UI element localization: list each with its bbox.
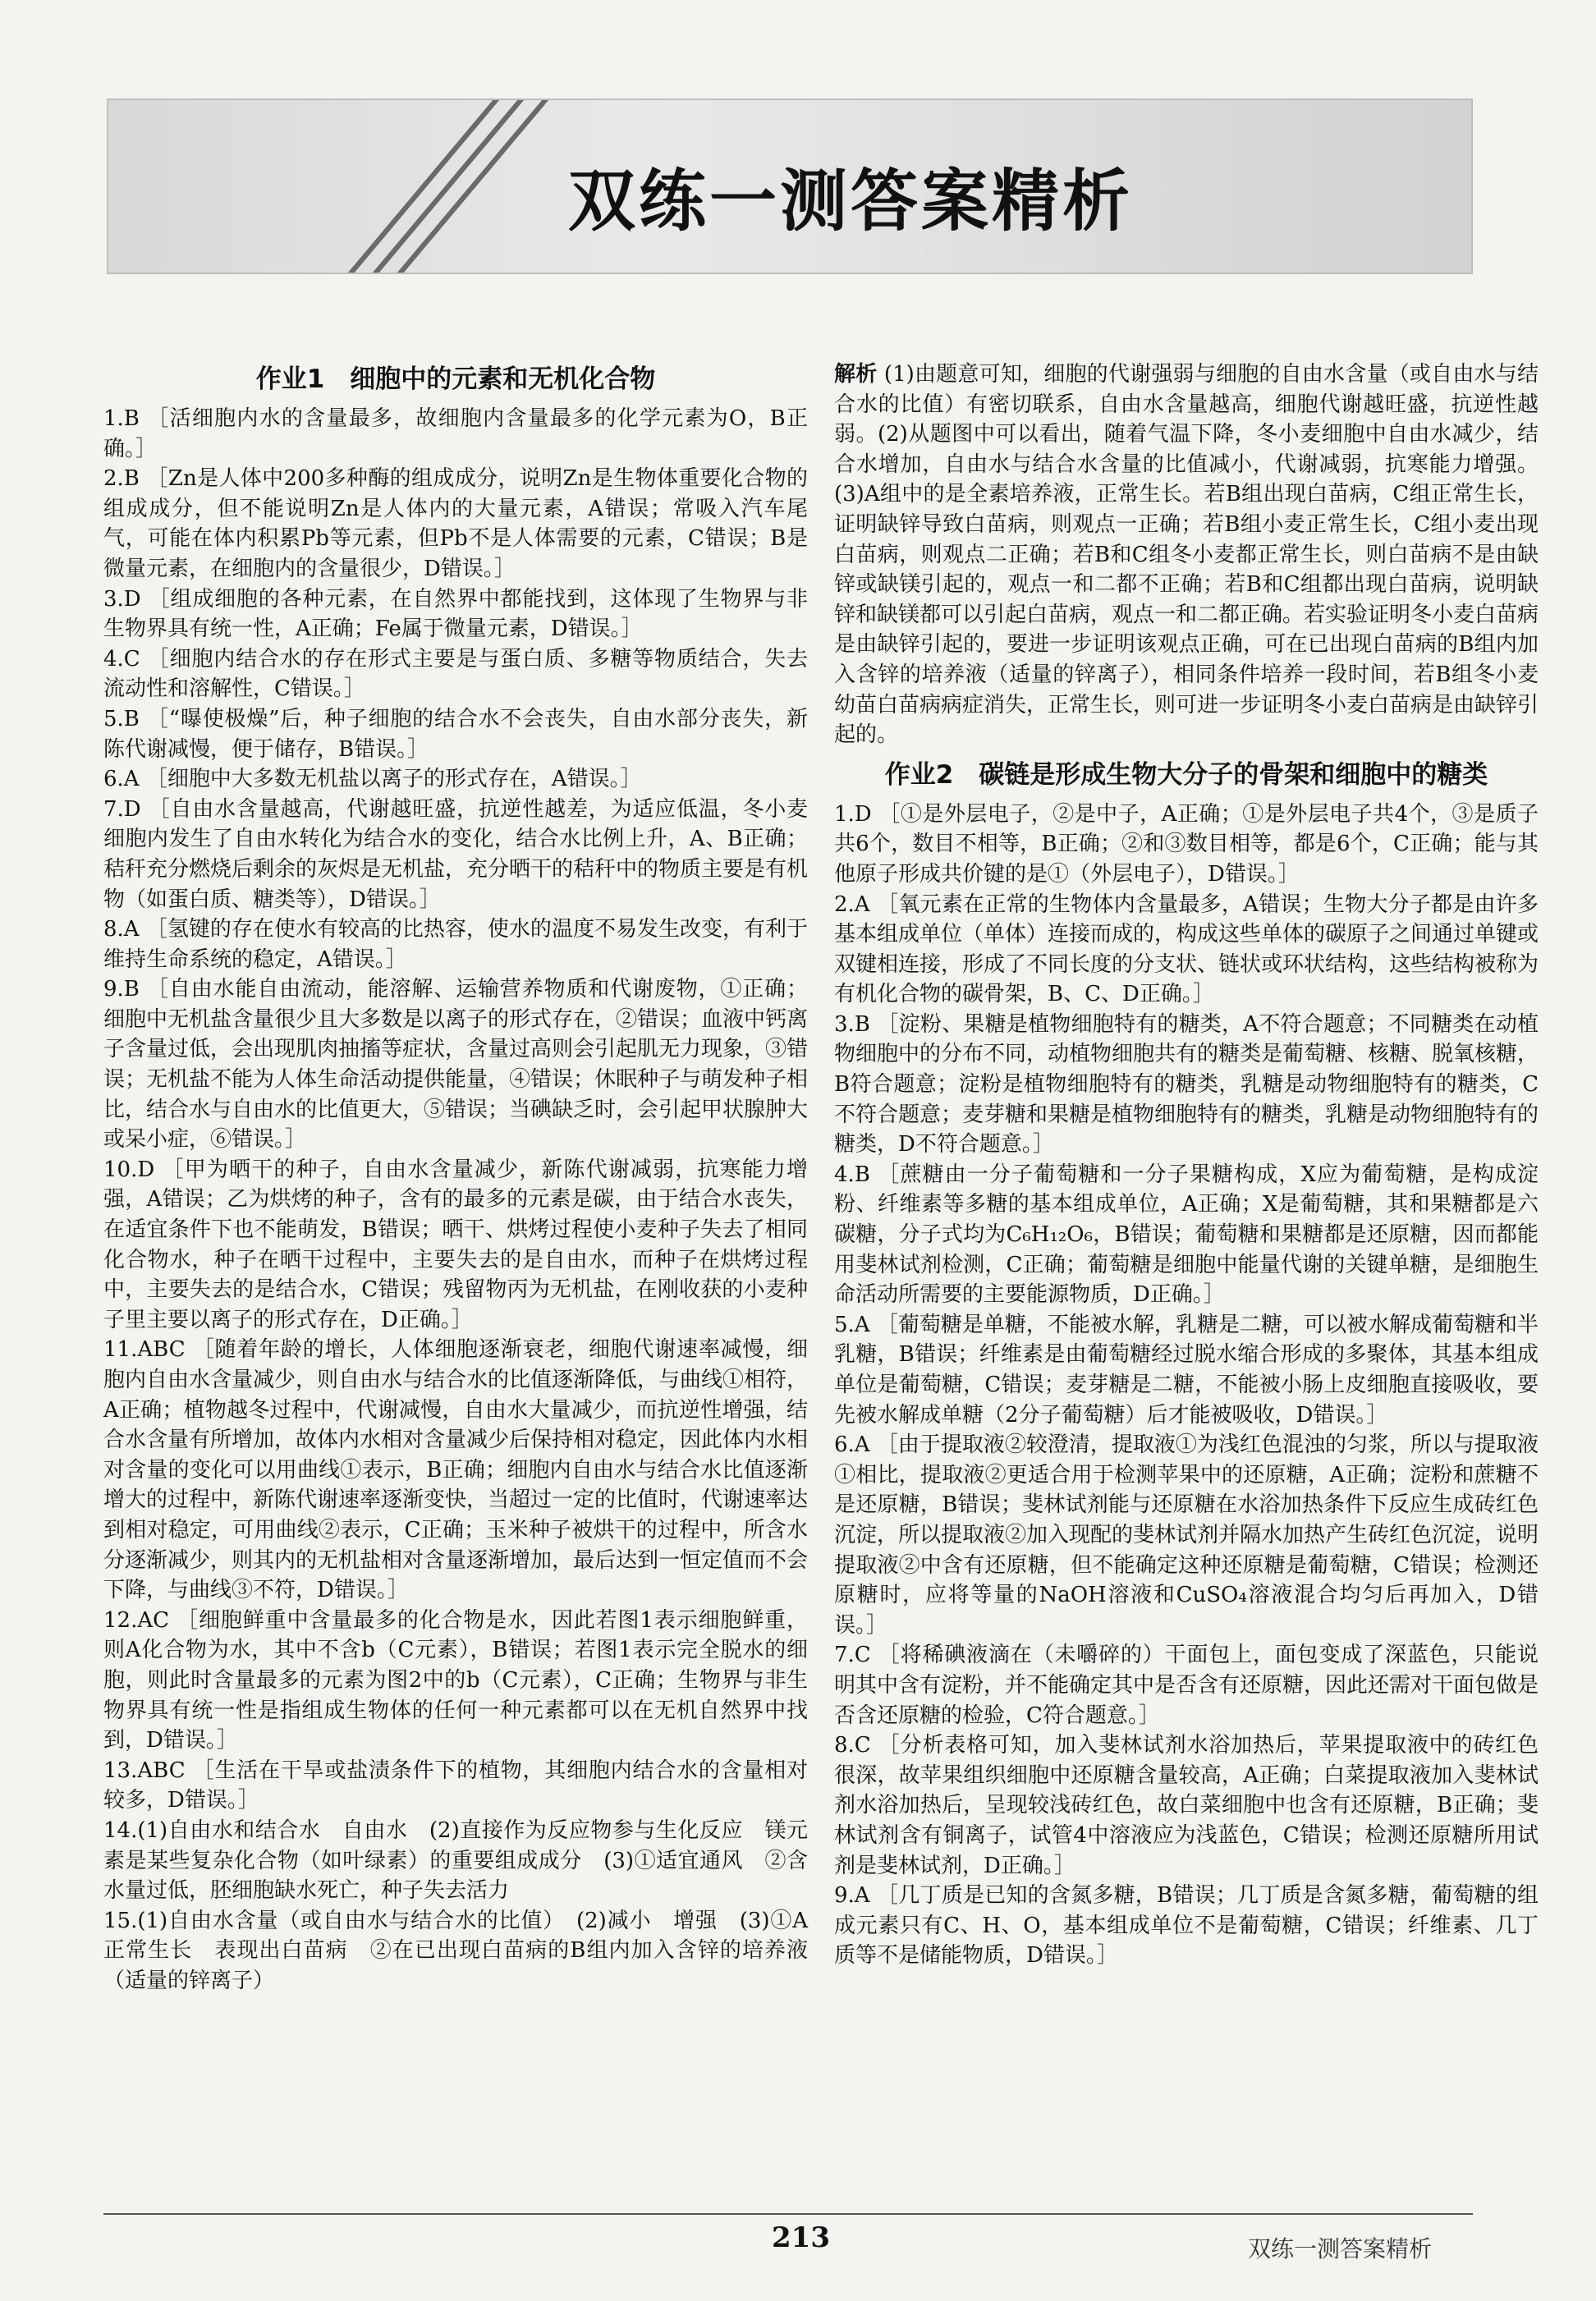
answer-item: 3.B ［淀粉、果糖是植物细胞特有的糖类，A不符合题意；不同糖类在动植物细胞中的分布不同，动植物细胞共有的糖类是葡萄糖、核糖、脱氧核糖，B符合题意；淀粉是植物细胞特有的糖类，乳糖是动物细胞特有的糖类，C不符合题意；麦芽糖和果糖是植物细胞特有的糖类，乳糖是动物细胞特有的糖类，D不符合题意。］ xyxy=(834,1011,1539,1157)
answer-item: 6.A ［由于提取液②较澄清，提取液①为浅红色混浊的匀浆，所以与提取液①相比，提取液②更适合用于检测苹果中的还原糖，A正确；淀粉和蔗糖不是还原糖，B错误；斐林试剂能与还原糖在水浴加热条件下反应生成砖红色沉淀，所以提取液②加入现配的斐林试剂并隔水加热产生砖红色沉淀，说明提取液②中含有还原糖，但不能确定这种还原糖是葡萄糖，C错误；检测还原糖时，应将等量的NaOH溶液和CuSO₄溶液混合均匀后再加入，D错误。］ xyxy=(834,1432,1539,1638)
answer-item: 3.D ［组成细胞的各种元素，在自然界中都能找到，这体现了生物界与非生物界具有统一性，A正确；Fe属于微量元素，D错误。］ xyxy=(103,586,808,642)
answer-item: 5.A ［葡萄糖是单糖，不能被水解，乳糖是二糖，可以被水解成葡萄糖和半乳糖，B错误；纤维素是由葡萄糖经过脱水缩合形成的多聚体，其基本组成单位是葡萄糖，C错误；麦芽糖是二糖，不能被小肠上皮细胞直接吸收，要先被水解成单糖（2分子葡萄糖）后才能被吸收，D错误。］ xyxy=(834,1312,1539,1428)
answer-list-2 xyxy=(834,800,1539,1971)
analysis-paragraph xyxy=(834,360,1539,750)
answer-item: 4.B ［蔗糖由一分子葡萄糖和一分子果糖构成，X应为葡萄糖，是构成淀粉、纤维素等多糖的基本组成单位，A正确；X是葡萄糖，其和果糖都是六碳糖，分子式均为C₆H₁₂O₆，B错误；葡萄糖和果糖都是还原糖，因而都能用斐林试剂检测，C正确；葡萄糖是细胞中能量代谢的关键单糖，是细胞生命活动所需要的主要能源物质，D正确。］ xyxy=(834,1162,1539,1308)
right-column xyxy=(834,360,1539,1971)
answer-item: 9.A ［几丁质是已知的含氮多糖，B错误；几丁质是含氮多糖，葡萄糖的组成元素只有C、H、O，基本组成单位不是葡萄糖，C错误；纤维素、几丁质等不是储能物质，D错误。］ xyxy=(834,1883,1539,1969)
answer-item: 12.AC ［细胞鲜重中含量最多的化合物是水，因此若图1表示细胞鲜重，则A化合物为水，其中不含b（C元素），B错误；若图1表示完全脱水的细胞，则此时含量最多的元素为图2中的b（C元素），C正确；生物界与非生物界具有统一性是指组成生物体的任何一种元素都可以在无机自然界中找到，D错误。］ xyxy=(103,1607,808,1753)
answer-item: 2.B ［Zn是人体中200多种酶的组成成分，说明Zn是生物体重要化合物的组成成分，但不能说明Zn是人体内的大量元素，A错误；常吸入汽车尾气，可能在体内积累Pb等元素，但Pb不是人体需要的元素，C错误；B是微量元素，在细胞内的含量很少，D错误。］ xyxy=(103,466,808,581)
answer-list-1 xyxy=(103,404,830,1996)
page-title: 双练一测答案精析 xyxy=(568,163,1134,241)
answer-item: 1.D ［①是外层电子，②是中子，A正确；①是外层电子共4个，③是质子共6个，数目不相等，B正确；②和③数目相等，都是6个，C正确；能与其他原子形成共价键的是①（外层电子），D错误。］ xyxy=(834,801,1539,887)
section-title-2: 作业2 碳链是形成生物大分子的骨架和细胞中的糖类 xyxy=(884,759,1488,790)
answer-item: 4.C ［细胞内结合水的存在形式主要是与蛋白质、多糖等物质结合，失去流动性和溶解性，C错误。］ xyxy=(103,646,808,702)
answer-item: 5.B ［“曝使极燥”后，种子细胞的结合水不会丧失，自由水部分丧失，新陈代谢减慢，便于储存，B错误。］ xyxy=(103,706,808,762)
answer-item: 8.C ［分析表格可知，加入斐林试剂水浴加热后，苹果提取液中的砖红色很深，故苹果组织细胞中还原糖含量较高，A正确；白菜提取液加入斐林试剂水浴加热后，呈现较浅砖红色，故白菜细胞中也含有还原糖，B正确；斐林试剂含有铜离子，试管4中溶液应为浅蓝色，C错误；检测还原糖所用试剂是斐林试剂，D正确。］ xyxy=(834,1733,1539,1878)
decorative-stripe xyxy=(373,100,524,273)
answer-item: 13.ABC ［生活在干旱或盐渍条件下的植物，其细胞内结合水的含量相对较多，D错误。］ xyxy=(103,1758,808,1813)
analysis-label: 解析 xyxy=(834,362,878,387)
answer-item: 11.ABC ［随着年龄的增长，人体细胞逐渐衰老，细胞代谢速率减慢，细胞内自由水含量减少，则自由水与结合水的比值逐渐降低，与曲线①相符，A正确；植物越冬过程中，代谢减慢，自由水大量减少，而抗逆性增强，结合水含量有所增加，故体内水相对含量减少后保持相对稳定，因此体内水相对含量的变化可以用曲线①表示，B正确；细胞内自由水与结合水比值逐渐增大的过程中，新陈代谢速率逐渐变快，当超过一定的比值时，代谢速率达到相对稳定，可用曲线②表示，C正确；玉米种子被烘干的过程中，所含水分逐渐减少，则其内的无机盐相对含量逐渐增加，最后达到一恒定值而不会下降，与曲线③不符，D错误。］ xyxy=(103,1337,809,1603)
answer-item: 7.D ［自由水含量越高，代谢越旺盛，抗逆性越差，为适应低温，冬小麦细胞内发生了自由水转化为结合水的变化，结合水比例上升，A、B正确；秸秆充分燃烧后剩余的灰烬是无机盐，充分晒干的秸秆中的物质主要是有机物（如蛋白质、糖类等），D错误。］ xyxy=(103,796,809,912)
section-title-1: 作业1 细胞中的元素和无机化合物 xyxy=(255,364,656,394)
analysis-text: (1)由题意可知，细胞的代谢强弱与细胞的自由水含量（或自由水与结合水的比值）有密切联系，自由水含量越高，细胞代谢越旺盛，抗逆性越弱。(2)从题图中可以看出，随着气温下降，冬小麦细胞中自由水减少，结合水增加，自由水与结合水含量的比值减小，代谢减弱，抗寒能力增强。(3)A组中的是全素培养液，正常生长。若B组出现白苗病，C组正常生长，证明缺锌导致白苗病，则观点一正确；若B组小麦正常生长，C组小麦出现白苗病，则观点二正确；若B和C组冬小麦都正常生长，则白苗病不是由缺锌或缺镁引起的，观点一和二都不正确；若B和C组都出现白苗病，说明缺锌和缺镁都可以引起白苗病，观点一和二都正确。若实验证明冬小麦白苗病是由缺锌引起的，要进一步证明该观点正确，可在已出现白苗病的B组内加入含锌的培养液（适量的锌离子），相同条件培养一段时间，若B组冬小麦幼苗白苗病病症消失，正常生长，则可进一步证明冬小麦白苗病是由缺锌引起的。 xyxy=(834,362,1539,748)
answer-item: 10.D ［甲为晒干的种子，自由水含量减少，新陈代谢减弱，抗寒能力增强，A错误；乙为烘烤的种子，含有的最多的元素是碳，由于结合水丧失，在适宜条件下也不能萌发，B错误；晒干、烘烤过程使小麦种子失去了相同化合物水，种子在晒干过程中，主要失去的是自由水，而种子在烘烤过程中，主要失去的是结合水，C错误；残留物丙为无机盐，在刚收获的小麦种子里主要以离子的形式存在，D正确。］ xyxy=(103,1157,808,1332)
answer-item: 1.B ［活细胞内水的含量最多，故细胞内含量最多的化学元素为O，B正确。］ xyxy=(103,406,808,461)
answer-item: 7.C ［将稀碘液滴在（未嚼碎的）干面包上，面包变成了深蓝色，只能说明其中含有淀粉，并不能确定其中是否含有还原糖，因此还需对干面包做是否含还原糖的检验，C符合题意。］ xyxy=(834,1643,1539,1728)
running-title: 双练一测答案精析 xyxy=(1248,2235,1433,2262)
answer-item: 2.A ［氧元素在正常的生物体内含量最多，A错误；生物大分子都是由许多基本组成单位（单体）连接而成的，构成这些单体的碳原子之间通过单键或双键相连接，形成了不同长度的分支状、链状或环状结构，这些结构被称为有机化合物的碳骨架，B、C、D正确。］ xyxy=(834,892,1539,1007)
answer-item: 8.A ［氢键的存在使水有较高的比热容，使水的温度不易发生改变，有利于维持生命系统的稳定，A错误。］ xyxy=(103,917,808,972)
answer-item: 14.(1)自由水和结合水 自由水 (2)直接作为反应物参与生化反应 镁元素是某些复杂化合物（如叶绿素）的重要组成成分 (3)①适宜通风 ②含水量过低，胚细胞缺水死亡，种子失去活力 xyxy=(103,1817,808,1904)
answer-item: 15.(1)自由水含量（或自由水与结合水的比值） (2)减小 增强 (3)①A 正常生长 表现出白苗病 ②在已出现白苗病的B组内加入含锌的培养液（适量的锌离子） xyxy=(103,1908,830,1993)
answer-item: 6.A ［细胞中大多数无机盐以离子的形式存在，A错误。］ xyxy=(103,767,642,792)
page-header-banner xyxy=(107,99,1473,274)
answer-item: 9.B ［自由水能自由流动，能溶解、运输营养物质和代谢废物，①正确；细胞中无机盐含量很少且大多数是以离子的形式存在，②错误；血液中钙离子含量过低，会出现肌肉抽搐等症状，含量过高则会引起肌无力现象，③错误；无机盐不能为人体生命活动提供能量，④错误；休眠种子与萌发种子相比，结合水与自由水的比值更大，⑤错误；当碘缺乏时，会引起甲状腺肿大或呆小症，⑥错误。］ xyxy=(103,977,809,1153)
footer-divider xyxy=(103,2213,1473,2215)
page-number: 213 xyxy=(772,2221,830,2254)
left-column xyxy=(103,360,830,1996)
